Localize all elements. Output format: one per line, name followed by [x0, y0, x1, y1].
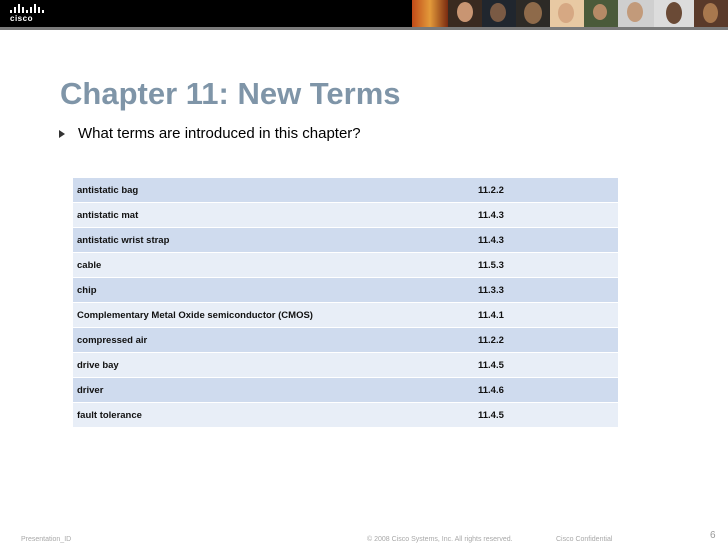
header-banner — [0, 0, 728, 27]
section-cell: 11.4.3 — [474, 203, 618, 228]
term-cell: fault tolerance — [73, 403, 474, 428]
section-cell: 11.3.3 — [474, 278, 618, 303]
section-cell: 11.4.3 — [474, 228, 618, 253]
table-row — [73, 203, 618, 228]
section-cell: 11.4.5 — [474, 403, 618, 428]
term-cell: chip — [73, 278, 474, 303]
table-row — [73, 353, 618, 378]
section-cell: 11.4.6 — [474, 378, 618, 403]
table-row — [73, 228, 618, 253]
table-row — [73, 253, 618, 278]
bullet-text: What terms are introduced in this chapter? — [78, 125, 361, 142]
term-cell: Complementary Metal Oxide semiconductor (CMOS) — [73, 303, 474, 328]
page-number: 6 — [710, 530, 716, 541]
bullet-arrow-icon — [59, 130, 65, 138]
section-cell: 11.2.2 — [474, 328, 618, 353]
term-cell: compressed air — [73, 328, 474, 353]
footer-presentation-id: Presentation_ID — [21, 536, 72, 543]
table-row — [73, 178, 618, 203]
page-title: Chapter 11: New Terms — [60, 76, 401, 111]
bullet-item — [59, 125, 361, 142]
term-cell: cable — [73, 253, 474, 278]
term-cell: driver — [73, 378, 474, 403]
terms-table — [73, 178, 618, 428]
table-row — [73, 303, 618, 328]
term-cell: antistatic mat — [73, 203, 474, 228]
people-photo-strip — [412, 0, 728, 27]
footer-copyright: © 2008 Cisco Systems, Inc. All rights reserved. — [367, 536, 513, 543]
section-cell: 11.4.5 — [474, 353, 618, 378]
banner-divider — [0, 27, 728, 30]
cisco-wordmark: cisco — [10, 14, 33, 23]
cisco-logo — [8, 3, 44, 23]
term-cell: antistatic bag — [73, 178, 474, 203]
footer-confidential: Cisco Confidential — [556, 536, 613, 543]
table-row — [73, 378, 618, 403]
section-cell: 11.4.1 — [474, 303, 618, 328]
section-cell: 11.2.2 — [474, 178, 618, 203]
section-cell: 11.5.3 — [474, 253, 618, 278]
term-cell: antistatic wrist strap — [73, 228, 474, 253]
table-row — [73, 403, 618, 428]
table-row — [73, 278, 618, 303]
table-row — [73, 328, 618, 353]
term-cell: drive bay — [73, 353, 474, 378]
